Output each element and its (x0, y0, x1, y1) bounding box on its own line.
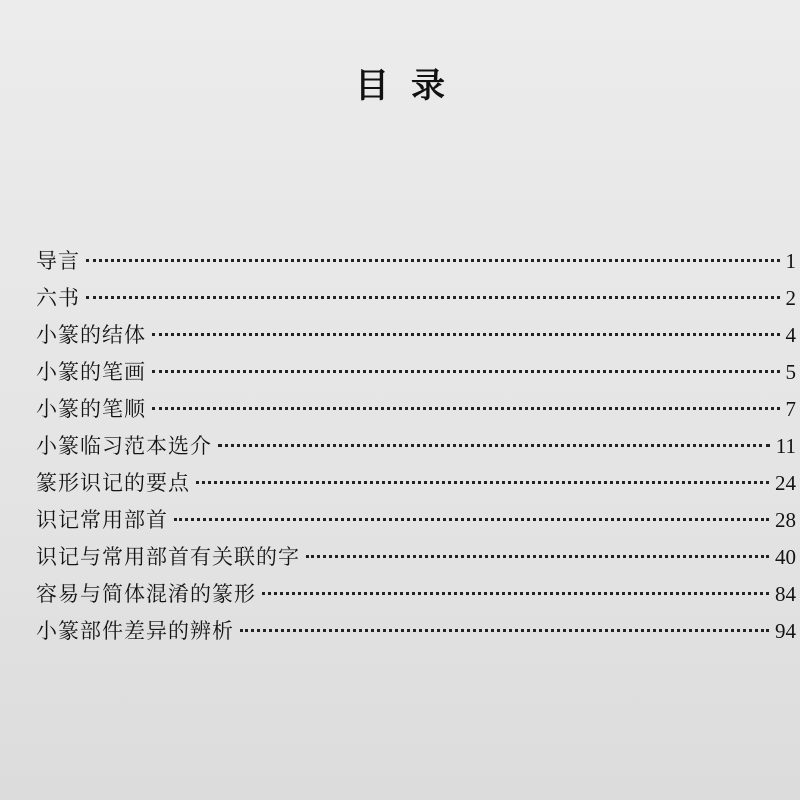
toc-entry-page: 94 (775, 619, 796, 643)
toc-entry-label: 六书 (36, 286, 80, 310)
dot-leader (86, 296, 780, 299)
dot-leader (174, 518, 769, 521)
toc-entry-page: 28 (775, 508, 796, 532)
toc-entry-page: 40 (775, 545, 796, 569)
toc-entry-page: 11 (775, 434, 796, 458)
toc-entry-label: 识记与常用部首有关联的字 (36, 545, 300, 569)
dot-leader (86, 259, 780, 262)
dot-leader (152, 407, 780, 410)
toc-entry-page: 24 (775, 471, 796, 495)
toc-entry-page: 84 (775, 582, 796, 606)
toc-entry-six-scripts (36, 280, 796, 317)
toc-entry-key-points (36, 465, 796, 502)
dot-leader (218, 444, 770, 447)
toc-entry-label: 小篆的笔顺 (36, 397, 146, 421)
toc-entry-label: 小篆的笔画 (36, 360, 146, 384)
toc-entry-strokes (36, 354, 796, 391)
dot-leader (240, 629, 769, 632)
toc-entry-page: 4 (785, 323, 796, 347)
toc-entry-copybooks (36, 428, 796, 465)
toc-entry-label: 容易与简体混淆的篆形 (36, 582, 256, 606)
dot-leader (306, 555, 769, 558)
table-of-contents (36, 243, 796, 650)
toc-entry-page: 5 (785, 360, 796, 384)
dot-leader (152, 333, 780, 336)
toc-entry-label: 导言 (36, 249, 80, 273)
toc-entry-introduction (36, 243, 796, 280)
toc-entry-structure (36, 317, 796, 354)
toc-entry-page: 2 (785, 286, 796, 310)
toc-entry-label: 识记常用部首 (36, 508, 168, 532)
toc-entry-page: 7 (785, 397, 796, 421)
toc-entry-component-differences (36, 613, 796, 650)
toc-entry-label: 篆形识记的要点 (36, 471, 190, 495)
toc-entry-radicals (36, 502, 796, 539)
dot-leader (196, 481, 769, 484)
toc-entry-label: 小篆部件差异的辨析 (36, 619, 234, 643)
toc-entry-related-characters (36, 539, 796, 576)
dot-leader (262, 592, 769, 595)
toc-entry-page: 1 (785, 249, 796, 273)
toc-entry-label: 小篆的结体 (36, 323, 146, 347)
toc-entry-confusable-forms (36, 576, 796, 613)
page-title: 目录 (355, 66, 467, 106)
toc-entry-stroke-order (36, 391, 796, 428)
dot-leader (152, 370, 780, 373)
toc-entry-label: 小篆临习范本选介 (36, 434, 212, 458)
